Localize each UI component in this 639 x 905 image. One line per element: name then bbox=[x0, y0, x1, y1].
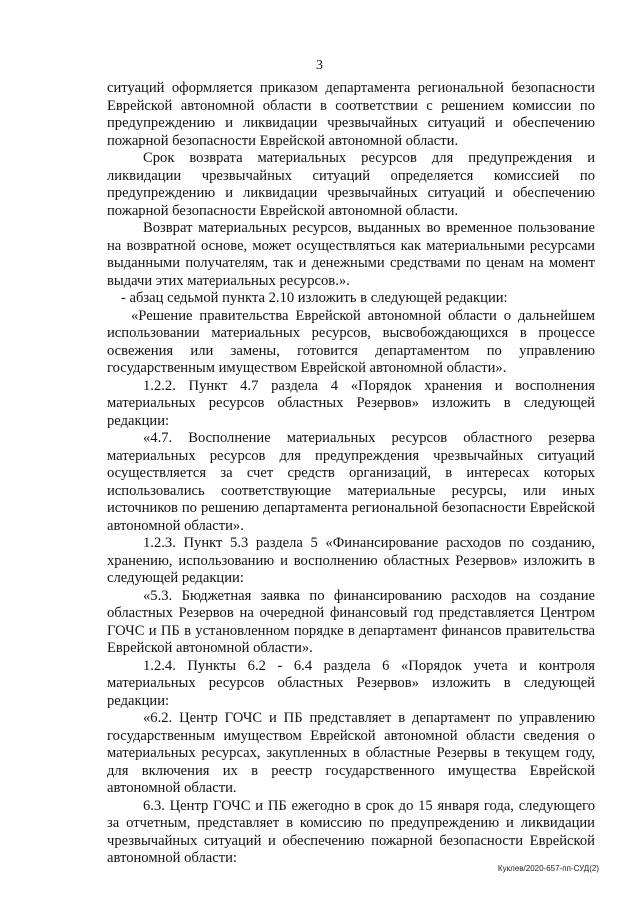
paragraph: ситуаций оформляется приказом департамента региональной безопасности Еврейской автономной области в соответствии с решением комиссии по предупреждению и ликвидации чрезвычайных ситуаций и обеспечению пожарной безопасности Еврейской автономной области. bbox=[107, 80, 595, 149]
paragraph: «5.3. Бюджетная заявка по финансированию расходов на создание областных Резервов на очередной финансовый год представляется Центром ГОЧС и ПБ в установленном порядке в департамент финансов правительства Еврейской автономной области». bbox=[107, 587, 595, 656]
paragraph: 6.3. Центр ГОЧС и ПБ ежегодно в срок до 15 января года, следующего за отчетным, представляет в комиссию по предупреждению и ликвидации чрезвычайных ситуаций и обеспечению пожарной безопасности Еврейской автономной области: bbox=[107, 797, 595, 866]
paragraph: «Решение правительства Еврейской автономной области о дальнейшем использовании материальных ресурсов, высвобождающихся в процессе освежения или замены, готовится департаментом по управлению государственным имуществом Еврейской автономной области». bbox=[107, 307, 595, 376]
footer-doc-code: Куклев/2020-657-пп-СУД(2) bbox=[497, 864, 599, 873]
paragraph: - абзац седьмой пункта 2.10 изложить в следующей редакции: bbox=[121, 290, 508, 306]
paragraph: «4.7. Восполнение материальных ресурсов областного резерва материальных ресурсов для предупреждения чрезвычайных ситуаций осуществляется за счет средств организаций, в интересах которых использовались соответствующие материальные ресурсы, или иных источников по решению департамента региональной безопасности Еврейской автономной области». bbox=[107, 430, 595, 534]
page-number: 3 bbox=[316, 58, 323, 73]
document-body bbox=[107, 80, 595, 868]
paragraph: 1.2.3. Пункт 5.3 раздела 5 «Финансирование расходов по созданию, хранению, использованию и восполнению областных Резервов» изложить в следующей редакции: bbox=[107, 535, 595, 586]
paragraph: «6.2. Центр ГОЧС и ПБ представляет в департамент по управлению государственным имуществом Еврейской автономной области сведения о материальных ресурсах, закупленных в областные Резервы в текущем году, для включения их в реестр государственного имущества Еврейской автономной области. bbox=[107, 710, 595, 796]
paragraph: Срок возврата материальных ресурсов для предупреждения и ликвидации чрезвычайных ситуаций определяется комиссией по предупреждению и ликвидации чрезвычайных ситуаций и обеспечению пожарной безопасности Еврейской автономной области. bbox=[107, 150, 595, 219]
paragraph: 1.2.2. Пункт 4.7 раздела 4 «Порядок хранения и восполнения материальных ресурсов областных Резервов» изложить в следующей редакции: bbox=[107, 377, 595, 429]
paragraph: 1.2.4. Пункты 6.2 - 6.4 раздела 6 «Порядок учета и контроля материальных ресурсов областных Резервов» изложить в следующей редакции: bbox=[107, 657, 595, 709]
paragraph: Возврат материальных ресурсов, выданных во временное пользование на возвратной основе, может осуществляться как материальными ресурсами выданными получателям, так и денежными средствами по ценам на момент выдачи этих материальных ресурсов.». bbox=[107, 220, 595, 289]
